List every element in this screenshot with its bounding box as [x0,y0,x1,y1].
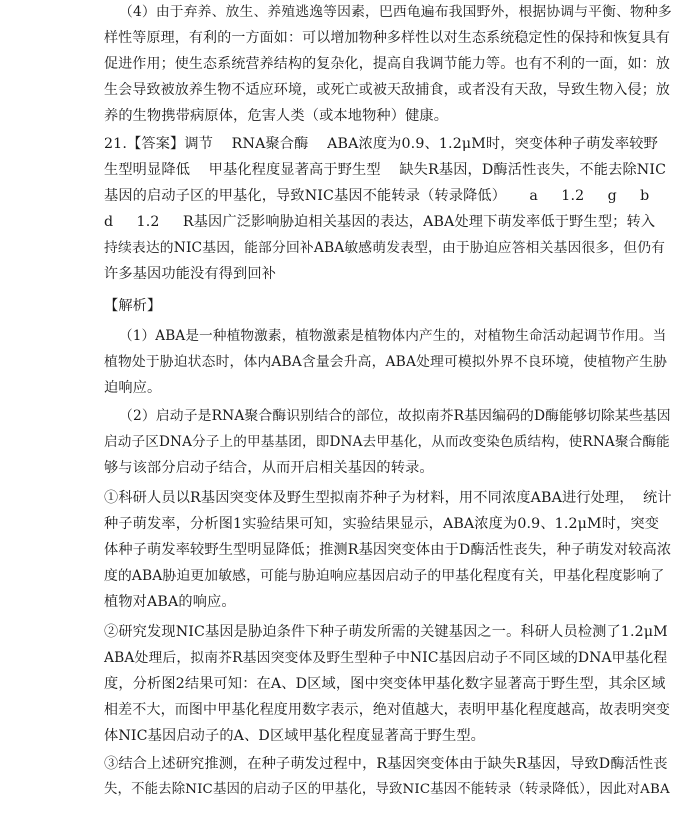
text-line: ②研究发现NIC基因是胁迫条件下种子萌发所需的关键基因之一。科研人员检测了1.2μM [104,624,668,640]
text-line: 基因的启动子区的甲基化，导致NIC基因不能转录（转录降低） a 1.2 g b [104,188,650,204]
text-line: 度的ABA胁迫更加敏感，可能与胁迫响应基因启动子的甲基化程度有关，甲基化程度影响了 [104,568,665,584]
text-line: 植物对ABA的响应。 [104,594,236,610]
text-line: ①科研人员以R基因突变体及野生型拟南芥种子为材料，用不同浓度ABA进行处理， 统计 [104,490,672,506]
text-line: （2）启动子是RNA聚合酶识别结合的部位，故拟南芥R基因编码的D酶能够切除某些基因 [119,408,671,424]
text-line: 持续表达的NIC基因，能部分回补ABA敏感萌发表型，由于胁迫应答相关基因很多，但仍有 [104,240,666,256]
text-line: 体种子萌发率较野生型明显降低；推测R基因突变体由于D酶活性丧失，种子萌发对较高浓 [104,542,672,558]
answer-heading-line: 21.【答案】调节 RNA聚合酶 ABA浓度为0.9、1.2μM时，突变体种子萌发率较野 [104,136,658,152]
text-line: ③结合上述研究推测，在种子萌发过程中，R基因突变体由于缺失R基因，导致D酶活性丧 [104,756,668,772]
text-line: 失，不能去除NIC基因的启动子区的甲基化，导致NIC基因不能转录（转录降低），因此对ABA [104,782,670,797]
text-line: （1）ABA是一种植物激素，植物激素是植物体内产生的，对植物生命活动起调节作用。当 [119,328,667,344]
text-line: 许多基因功能没有得到回补 [104,266,277,282]
text-line: 迫响应。 [104,380,162,396]
text-line: 启动子区DNA分子上的甲基基团，即DNA去甲基化，从而改变染色质结构，使RNA聚合酶能 [104,434,670,450]
text-line: 促进作用；使生态系统营养结构的复杂化，提高自我调节能力等。也有不利的一面，如：放 [104,56,670,72]
text-line: 相差不大，而图中甲基化程度用数字表示，绝对值越大，表明甲基化程度越高，故表明突变 [104,702,670,718]
text-line: 样性等原理，有利的一方面如：可以增加物种多样性以对生态系统稳定性的保持和恢复具有 [104,30,670,46]
text-line: ABA处理后，拟南芥R基因突变体及野生型种子中NIC基因启动子不同区域的DNA甲基化程 [104,650,668,666]
text-line: 养的生物携带病原体，危害人类（或本地物种）健康。 [104,108,449,124]
analysis-heading: 【解析】 [104,298,162,314]
text-line: 生会导致被放养生物不适应环境，或死亡或被天敌捕食，或者没有天敌，导致生物入侵；放 [104,82,670,98]
text-line: d 1.2 R基因广泛影响胁迫相关基因的表达，ABA处理下萌发率低于野生型；转入 [104,214,656,230]
text-line: 度，分析图2结果可知：在A、D区域，图中突变体甲基化数字显著高于野生型，其余区域 [104,676,666,692]
text-line: 够与该部分启动子结合，从而开启相关基因的转录。 [104,460,434,476]
text-line: 体NIC基因启动子的A、D区域甲基化程度显著高于野生型。 [104,728,486,744]
text-line: 生型明显降低 甲基化程度显著高于野生型 缺失R基因，D酶活性丧失，不能去除NIC [104,162,667,178]
text-line: （4）由于弃养、放生、养殖逃逸等因素，巴西龟遍布我国野外，根据协调与平衡、物种多 [119,4,672,20]
text-line: 种子萌发率，分析图1实验结果可知，实验结果显示，ABA浓度为0.9、1.2μM时，突变 [104,516,660,532]
text-line: 植物处于胁迫状态时，体内ABA含量会升高，ABA处理可模拟外界不良环境，使植物产生胁 [104,354,668,370]
